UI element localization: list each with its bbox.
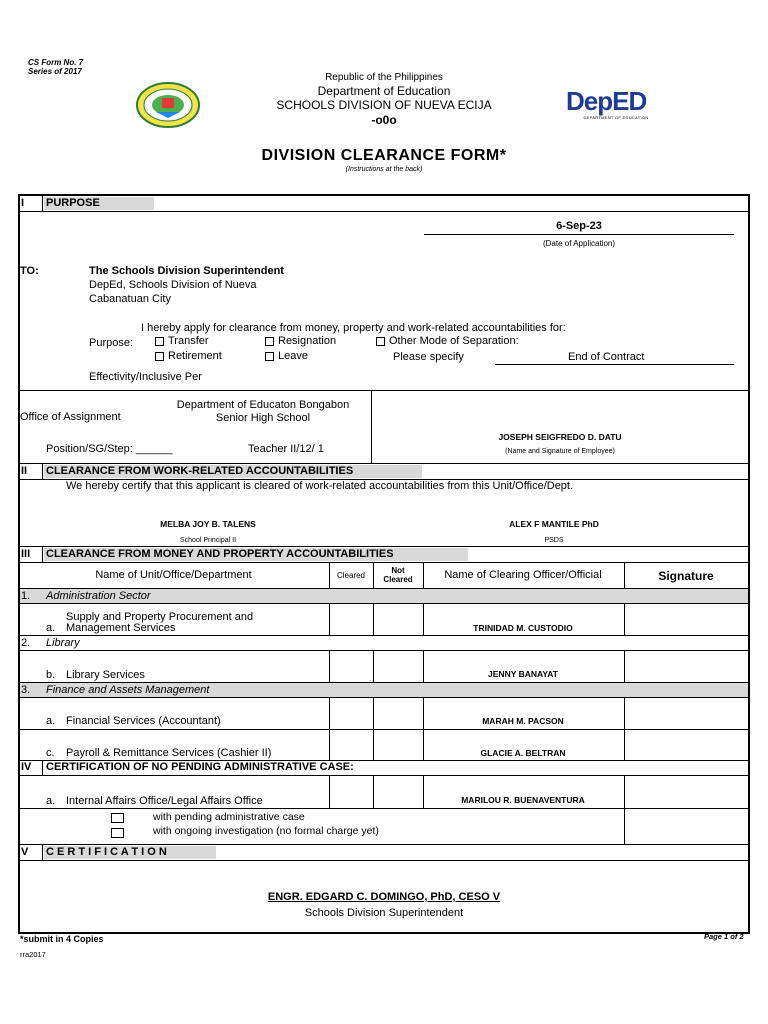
ooo-line: -o0o — [371, 113, 397, 127]
option-resignation[interactable] — [265, 335, 336, 347]
section5-label: C E R T I F I C A T I O N — [46, 846, 167, 858]
category3-label: Finance and Assets Management — [46, 684, 210, 696]
category1-label: Administration Sector — [46, 590, 151, 602]
signer2-title: PSDS — [544, 537, 564, 544]
addressee-office: DepEd, Schools Division of Nueva — [89, 279, 257, 291]
row-payroll-label: Payroll & Remittance Services (Cashier II) — [66, 747, 272, 759]
row-financial-letter: a. — [46, 715, 56, 727]
checkbox-icon — [265, 337, 274, 346]
employee-caption: (Name and Signature of Employee) — [505, 448, 615, 455]
option-leave[interactable] — [265, 350, 308, 362]
signer1-title: School Principal II — [179, 537, 237, 544]
section2-number: II — [21, 465, 28, 477]
section4-number: IV — [21, 761, 32, 773]
col-not-cleared-line2: Cleared — [383, 575, 413, 584]
apply-statement: I hereby apply for clearance from money, property and work-related accountabilities for: — [141, 322, 566, 334]
row-payroll-letter: c. — [46, 747, 55, 759]
section3-number: III — [21, 548, 31, 560]
checkbox-icon — [265, 352, 274, 361]
sds-name: ENGR. EDGARD C. DOMINGO, PhD, CESO V — [267, 891, 501, 903]
submit-copies-note: *submit in 4 Copies — [20, 934, 104, 944]
row-legal-officer: MARILOU R. BUENAVENTURA — [461, 795, 585, 805]
page-number: Page 1 of 2 — [704, 932, 744, 941]
category2-label: Library — [46, 637, 80, 649]
category1-number: 1. — [21, 590, 31, 602]
application-date: 6-Sep-23 — [556, 220, 602, 232]
row-financial-label: Financial Services (Accountant) — [66, 715, 221, 727]
col-signature-header: Signature — [658, 569, 714, 583]
option-resignation-label: Resignation — [278, 335, 337, 347]
section5-number: V — [21, 846, 29, 858]
col-cleared-header: Cleared — [336, 571, 365, 580]
deped-logo-text: DepED — [566, 86, 647, 116]
section1-number: I — [21, 197, 25, 209]
employee-name: JOSEPH SEIGFREDO D. DATU — [498, 432, 622, 442]
date-caption: (Date of Application) — [542, 239, 616, 248]
position-label: Position/SG/Step: ______ — [46, 443, 173, 455]
form-number: CS Form No. 7 — [28, 58, 84, 67]
ongoing-investigation-label: with ongoing investigation (no formal charge yet) — [153, 825, 379, 837]
pending-case-label: with pending administrative case — [153, 811, 305, 823]
option-other-mode[interactable] — [376, 335, 519, 347]
effectivity-label: Effectivity/Inclusive Per — [89, 371, 202, 383]
work-certify-text: We hereby certify that this applicant is cleared of work-related accountabilities from this Unit/Office/Dept. — [66, 480, 574, 492]
republic-line: Republic of the Philippines — [325, 72, 443, 83]
row-library-letter: b. — [46, 669, 56, 681]
option-transfer-label: Transfer — [168, 335, 209, 347]
col-officer-header: Name of Clearing Officer/Official — [444, 569, 602, 581]
revision-code: rra2017 — [20, 950, 46, 959]
office-line1: Department of Educaton Bongabon — [176, 399, 350, 411]
purpose-label: Purpose: — [89, 337, 134, 349]
col-unit-header: Name of Unit/Office/Department — [95, 569, 252, 581]
office-label: Office of Assignment — [20, 411, 121, 423]
division-line: SCHOOLS DIVISION OF NUEVA ECIJA — [276, 98, 492, 112]
sds-title: Schools Division Superintendent — [304, 907, 464, 919]
ongoing-investigation-checkbox[interactable] — [111, 828, 124, 838]
row-supply-letter: a. — [46, 622, 56, 634]
checkbox-icon — [155, 337, 164, 346]
option-transfer[interactable] — [155, 335, 209, 347]
section2-label: CLEARANCE FROM WORK-RELATED ACCOUNTABILITIES — [46, 465, 354, 477]
col-not-cleared-line1: Not — [391, 566, 405, 575]
row-supply-line2: Management Services — [66, 622, 176, 634]
addressee-title: The Schools Division Superintendent — [89, 265, 284, 277]
form-series: Series of 2017 — [28, 67, 82, 76]
option-leave-label: Leave — [278, 350, 308, 362]
to-label: TO: — [20, 265, 39, 277]
position-value: Teacher II/12/ 1 — [248, 443, 324, 455]
signer2-name: ALEX F MANTILE PhD — [509, 519, 599, 529]
checkbox-icon — [155, 352, 164, 361]
row-library-label: Library Services — [66, 669, 145, 681]
section4-label: CERTIFICATION OF NO PENDING ADMINISTRATIVE CASE: — [46, 761, 354, 773]
row-supply-line1: Supply and Property Procurement and — [66, 611, 254, 623]
row-legal-label: Internal Affairs Office/Legal Affairs Office — [66, 795, 263, 807]
office-line2: Senior High School — [215, 412, 311, 424]
section1-label: PURPOSE — [46, 197, 100, 209]
option-retirement-label: Retirement — [168, 350, 222, 362]
please-specify-label: Please specify — [393, 351, 464, 363]
row-payroll-officer: GLACIE A. BELTRAN — [480, 748, 566, 758]
form-title: DIVISION CLEARANCE FORM* — [261, 147, 507, 164]
deped-logo-sub: DEPARTMENT OF EDUCATION — [583, 115, 649, 120]
checkbox-icon — [376, 337, 385, 346]
addressee-city: Cabanatuan City — [89, 293, 171, 305]
deped-logo — [566, 86, 670, 122]
instructions-note: (Instructions at the back) — [345, 166, 423, 173]
pending-case-checkbox[interactable] — [111, 813, 124, 823]
row-legal-letter: a. — [46, 795, 56, 807]
option-retirement[interactable] — [155, 350, 222, 362]
specify-value[interactable]: End of Contract — [568, 351, 645, 363]
row-financial-officer: MARAH M. PACSON — [482, 716, 564, 726]
category3-number: 3. — [21, 684, 31, 696]
option-other-label: Other Mode of Separation: — [389, 335, 519, 347]
category2-number: 2. — [21, 637, 31, 649]
row-library-officer: JENNY BANAYAT — [488, 669, 558, 679]
col-not-cleared-header — [374, 566, 422, 584]
signer1-name: MELBA JOY B. TALENS — [160, 519, 256, 529]
row-supply-officer: TRINIDAD M. CUSTODIO — [473, 623, 573, 633]
section3-label: CLEARANCE FROM MONEY AND PROPERTY ACCOUNTABILITIES — [46, 548, 394, 560]
department-line: Department of Education — [317, 84, 451, 98]
division-seal-logo — [136, 82, 200, 128]
